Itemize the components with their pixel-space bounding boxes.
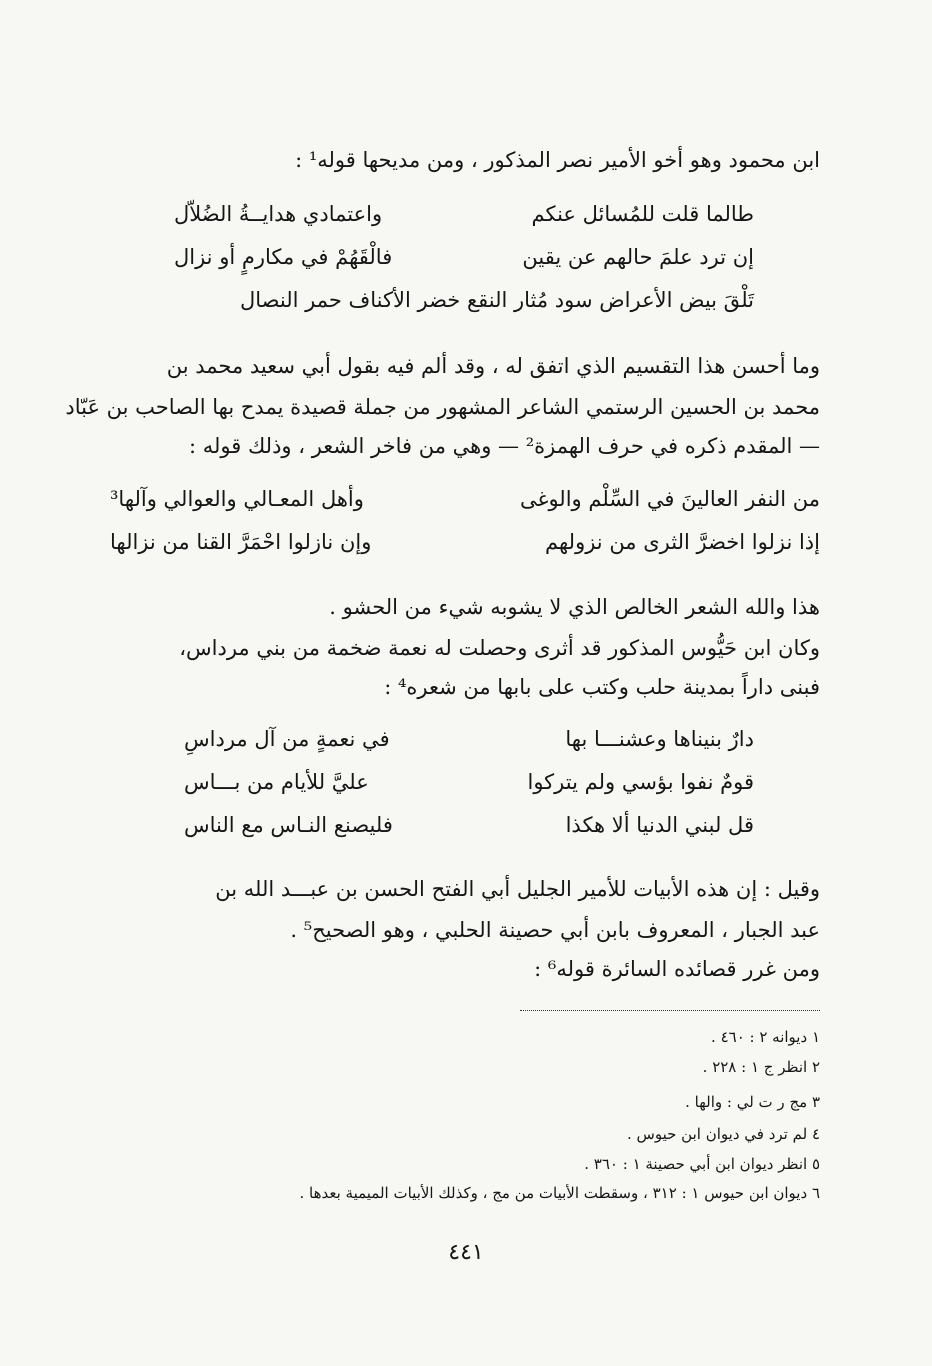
verse-line bbox=[174, 286, 754, 314]
footnote-divider bbox=[520, 1010, 820, 1011]
paragraph-line: — المقدم ذكره في حرف الهمزة² — وهي من فاخر الشعر ، وذلك قوله : bbox=[189, 434, 820, 458]
verse-second-hemistich: فليصنع النـاس مع الناس bbox=[184, 813, 393, 837]
verse-first-hemistich: من النفر العالينَ في السِّلْم والوغى bbox=[519, 487, 820, 511]
page-number: ٤٤١ bbox=[448, 1240, 484, 1265]
verse-first-hemistich: دارٌ بنيناها وعشنـــا بها bbox=[565, 727, 754, 751]
verse-line bbox=[174, 243, 754, 271]
verse-line bbox=[184, 811, 754, 839]
verse-second-hemistich: فالْقَهُمْ في مكارمٍ أو نزال bbox=[174, 245, 393, 269]
paragraph-line: فبنى داراً بمدينة حلب وكتب على بابها من شعره⁴ : bbox=[384, 675, 820, 699]
verse-line bbox=[110, 485, 820, 513]
verse-second-hemistich: وإن نازلوا احْمَرَّ القنا من نزالها bbox=[110, 530, 372, 554]
footnote: ٢ انظر ج ١ : ٢٢٨ . bbox=[702, 1058, 820, 1076]
verse-second-hemistich: في نعمةٍ من آل مرداسِ bbox=[184, 727, 390, 751]
verse-first-hemistich: إن ترد علمَ حالهم عن يقين bbox=[522, 245, 754, 269]
footnote: ٣ مج ر ت لي : والها . bbox=[685, 1093, 820, 1111]
paragraph-line: هذا والله الشعر الخالص الذي لا يشوبه شيء من الحشو . bbox=[329, 595, 820, 619]
footnote: ٦ ديوان ابن حيوس ١ : ٣١٢ ، وسقطت الأبيات من مج ، وكذلك الأبيات الميمية بعدها . bbox=[299, 1184, 820, 1202]
verse-line bbox=[174, 200, 754, 228]
paragraph-line: وكان ابن حَيُّوس المذكور قد أثرى وحصلت له نعمة ضخمة من بني مرداس، bbox=[179, 636, 820, 660]
footnote: ٤ لم ترد في ديوان ابن حيوس . bbox=[627, 1125, 820, 1143]
intro-line: ابن محمود وهو أخو الأمير نصر المذكور ، ومن مديحها قوله¹ : bbox=[295, 148, 820, 172]
footnote: ١ ديوانه ٢ : ٤٦٠ . bbox=[711, 1028, 820, 1046]
verse-second-hemistich: واعتمادي هدايــةُ الضُلاّل bbox=[174, 202, 383, 226]
verse-line bbox=[184, 725, 754, 753]
verse-full-line: تَلْقَ بيض الأعراض سود مُثار النقع خضر الأكناف حمر النصال bbox=[240, 288, 754, 312]
verse-first-hemistich: قومٌ نفوا بؤسي ولم يتركوا bbox=[527, 770, 754, 794]
paragraph-line: وقيل : إن هذه الأبيات للأمير الجليل أبي الفتح الحسن بن عبـــد الله بن bbox=[215, 877, 820, 901]
verse-first-hemistich: قل لبني الدنيا ألا هكذا bbox=[565, 813, 754, 837]
verse-line bbox=[184, 768, 754, 796]
paragraph-line: عبد الجبار ، المعروف بابن أبي حصينة الحلبي ، وهو الصحيح⁵ . bbox=[290, 918, 820, 942]
verse-second-hemistich: عليَّ للأيام من بـــاس bbox=[184, 770, 369, 794]
paragraph-line: محمد بن الحسين الرستمي الشاعر المشهور من جملة قصيدة يمدح بها الصاحب بن عَبّاد bbox=[65, 395, 820, 419]
verse-first-hemistich: إذا نزلوا اخضرَّ الثرى من نزولهم bbox=[545, 530, 820, 554]
paragraph-line: ومن غرر قصائده السائرة قوله⁶ : bbox=[534, 957, 820, 981]
footnote: ٥ انظر ديوان ابن أبي حصينة ١ : ٣٦٠ . bbox=[584, 1155, 820, 1173]
paragraph-line: وما أحسن هذا التقسيم الذي اتفق له ، وقد ألم فيه بقول أبي سعيد محمد بن bbox=[166, 354, 820, 378]
verse-first-hemistich: طالما قلت للمُسائل عنكم bbox=[531, 202, 754, 226]
verse-second-hemistich: وأهل المعـالي والعوالي وآلها³ bbox=[110, 487, 364, 511]
verse-line bbox=[110, 528, 820, 556]
